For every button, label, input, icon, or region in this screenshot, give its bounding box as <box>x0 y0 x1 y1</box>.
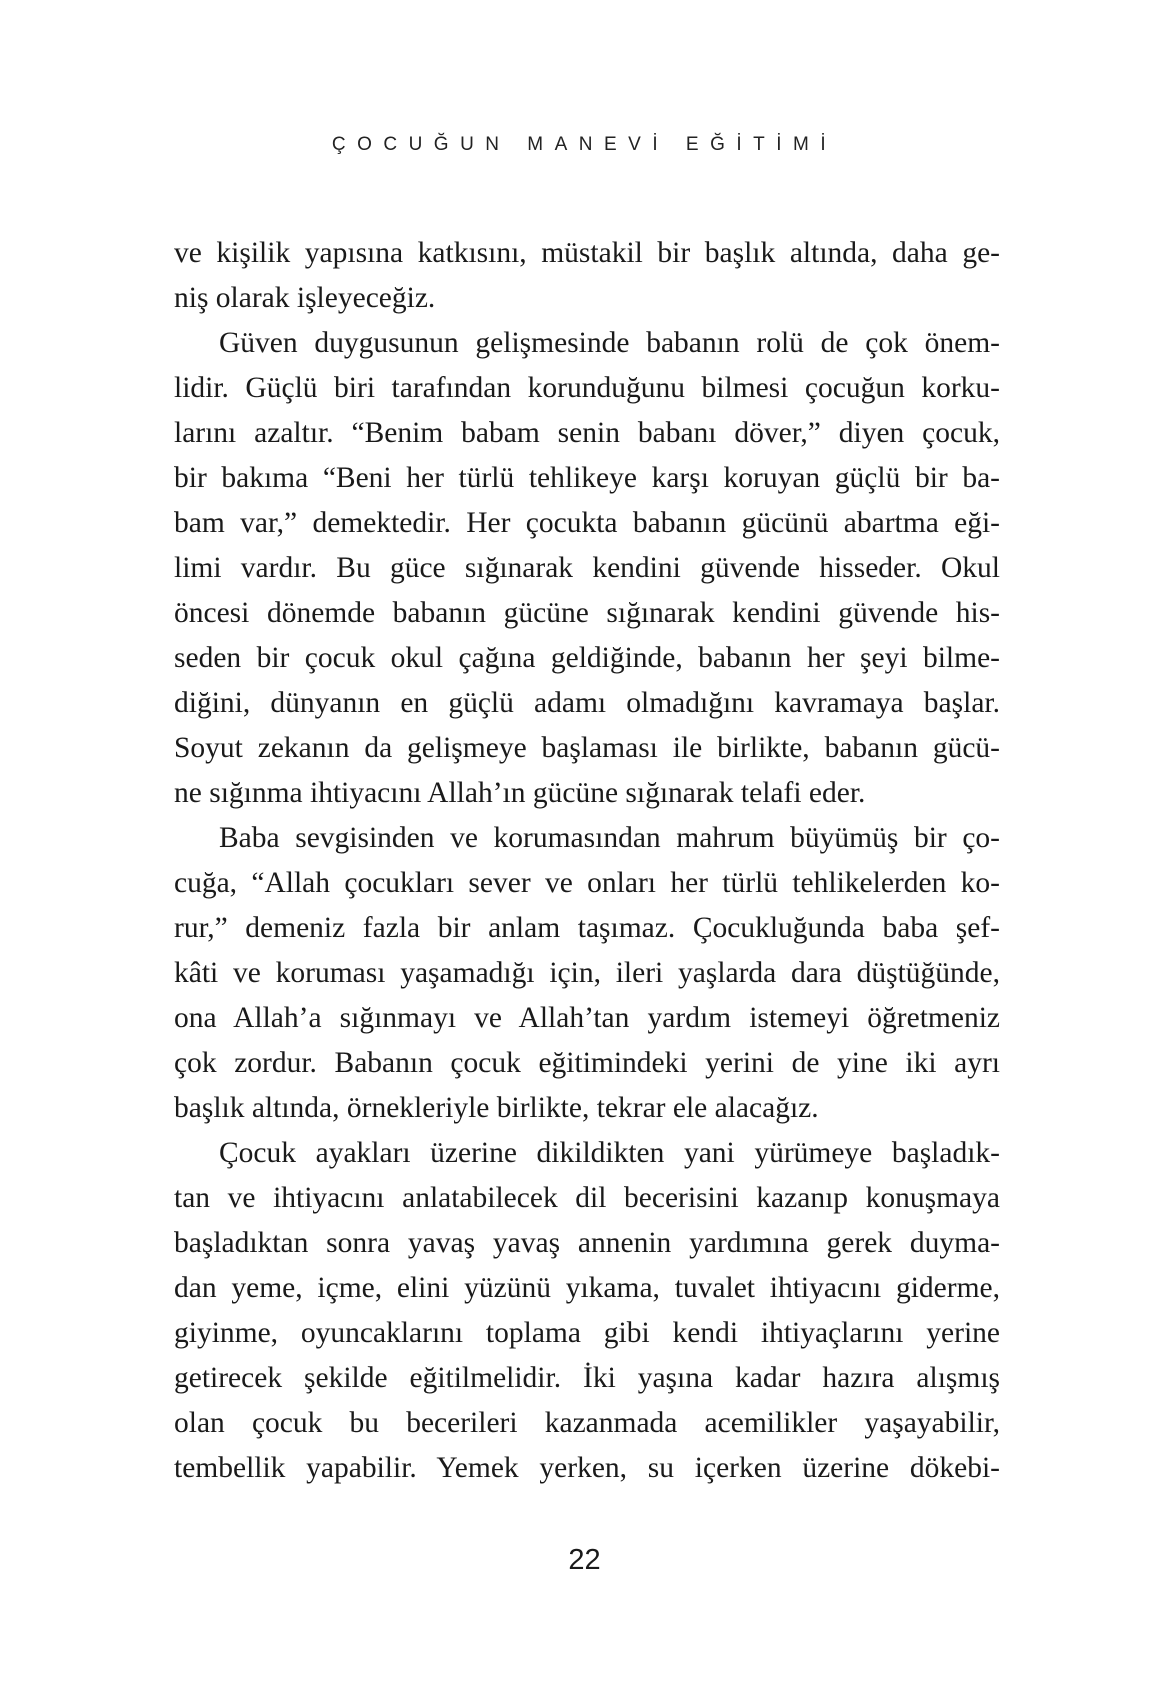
text-line: tembellik yapabilir. Yemek yerken, su içerken üzerine dökebi- <box>174 1452 1000 1484</box>
text-line: kâti ve koruması yaşamadığı için, ileri yaşlarda dara düştüğünde, <box>174 957 1000 989</box>
text-line: larını azaltır. “Benim babam senin babanı döver,” diyen çocuk, <box>174 417 1000 449</box>
page-number: 22 <box>568 1544 601 1576</box>
text-line: bir bakıma “Beni her türlü tehlikeye karşı koruyan güçlü bir ba- <box>174 462 1000 494</box>
text-line: başlık altında, örnekleriyle birlikte, tekrar ele alacağız. <box>174 1092 819 1124</box>
text-line: ne sığınma ihtiyacını Allah’ın gücüne sığınarak telafi eder. <box>174 777 866 809</box>
text-line: başladıktan sonra yavaş yavaş annenin yardımına gerek duyma- <box>174 1227 1000 1259</box>
text-line: ve kişilik yapısına katkısını, müstakil bir başlık altında, daha ge- <box>174 237 1000 269</box>
text-line: Çocuk ayakları üzerine dikildikten yani yürümeye başladık- <box>219 1137 1000 1169</box>
text-line: lidir. Güçlü biri tarafından korunduğunu bilmesi çocuğun korku- <box>174 372 1000 404</box>
text-line: bam var,” demektedir. Her çocukta babanın gücünü abartma eği- <box>174 507 1000 539</box>
text-line: Baba sevgisinden ve korumasından mahrum büyümüş bir ço- <box>219 822 1000 854</box>
text-line: rur,” demeniz fazla bir anlam taşımaz. Çocukluğunda baba şef- <box>174 912 1000 944</box>
text-line: getirecek şekilde eğitilmelidir. İki yaşına kadar hazıra alışmış <box>174 1362 1000 1394</box>
text-line: olan çocuk bu becerileri kazanmada acemilikler yaşayabilir, <box>174 1407 1000 1439</box>
text-line: seden bir çocuk okul çağına geldiğinde, babanın her şeyi bilme- <box>174 642 1000 674</box>
text-line: çok zordur. Babanın çocuk eğitimindeki yerini de yine iki ayrı <box>174 1047 1000 1079</box>
text-line: Güven duygusunun gelişmesinde babanın rolü de çok önem- <box>219 327 1000 359</box>
text-line: tan ve ihtiyacını anlatabilecek dil becerisini kazanıp konuşmaya <box>174 1182 1000 1214</box>
text-line: niş olarak işleyeceğiz. <box>174 282 436 314</box>
body-text <box>174 231 1000 1491</box>
text-line: Soyut zekanın da gelişmeye başlaması ile birlikte, babanın gücü- <box>174 732 1000 764</box>
text-line: cuğa, “Allah çocukları sever ve onları her türlü tehlikelerden ko- <box>174 867 1000 899</box>
text-line: ona Allah’a sığınmayı ve Allah’tan yardım istemeyi öğretmeniz <box>174 1002 1000 1034</box>
text-line: diğini, dünyanın en güçlü adamı olmadığını kavramaya başlar. <box>174 687 1000 719</box>
text-line: dan yeme, içme, elini yüzünü yıkama, tuvalet ihtiyacını giderme, <box>174 1272 1000 1304</box>
text-line: öncesi dönemde babanın gücüne sığınarak kendini güvende his- <box>174 597 1000 629</box>
running-header-title: ÇOCUĞUN MANEVİ EĞİTİMİ <box>331 134 838 155</box>
text-line: limi vardır. Bu güce sığınarak kendini güvende hisseder. Okul <box>174 552 1000 584</box>
text-line: giyinme, oyuncaklarını toplama gibi kendi ihtiyaçlarını yerine <box>174 1317 1000 1349</box>
